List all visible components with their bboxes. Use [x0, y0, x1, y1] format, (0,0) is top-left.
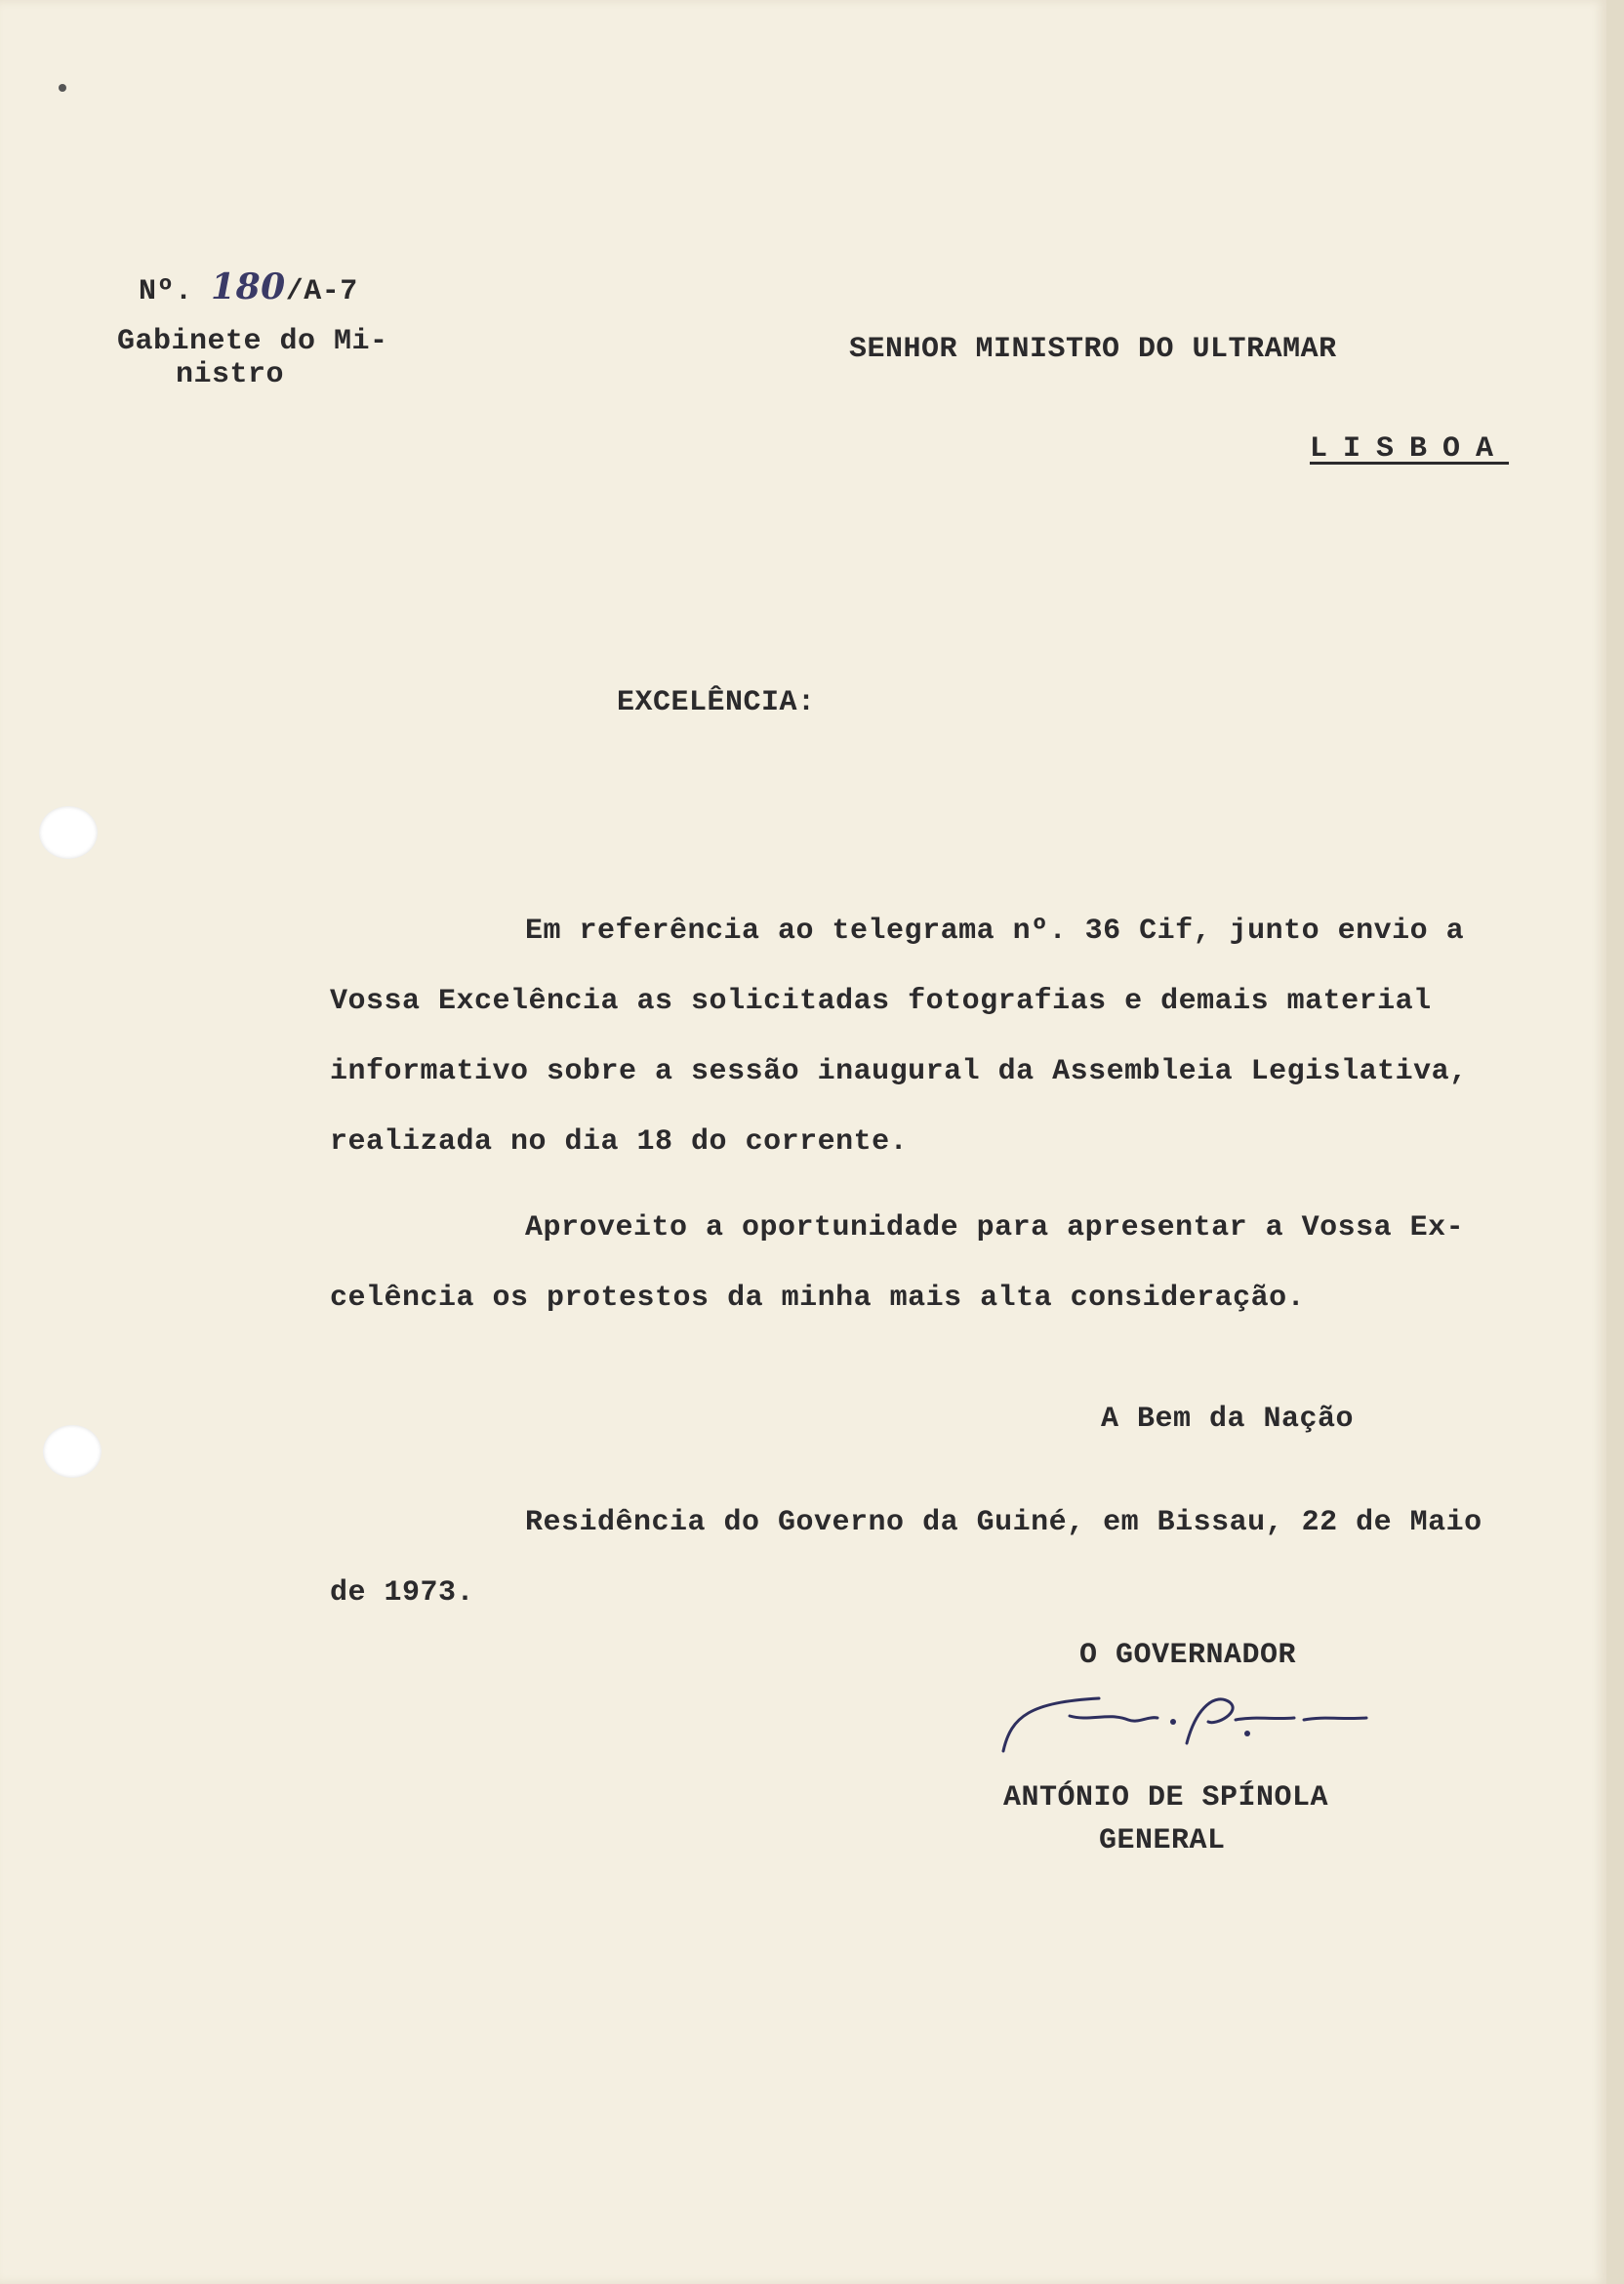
punch-hole-top — [39, 806, 98, 859]
addressee: SENHOR MINISTRO DO ULTRAMAR — [849, 333, 1337, 366]
signatory-rank: GENERAL — [1099, 1824, 1226, 1857]
ink-speck — [59, 84, 66, 92]
place-date-line-2: de 1973. — [330, 1576, 475, 1610]
paragraph-1-line-4: realizada no dia 18 do corrente. — [330, 1125, 909, 1159]
paragraph-1 — [330, 896, 1540, 1177]
city: LISBOA — [1310, 432, 1510, 466]
handwritten-signature — [992, 1677, 1382, 1765]
office-line-2: nistro — [176, 358, 285, 391]
reference-handwritten: 180 — [211, 266, 286, 307]
paper-edge — [1606, 0, 1624, 2284]
paragraph-1-line-2: Vossa Excelência as solicitadas fotografias e demais material — [330, 985, 1432, 1018]
reference-prefix: Nº. — [139, 275, 193, 308]
paragraph-1-line-3: informativo sobre a sessão inaugural da Assembleia Legislativa, — [330, 1055, 1468, 1088]
punch-hole-bottom — [43, 1425, 102, 1478]
office-line-1: Gabinete do Mi- — [117, 325, 388, 358]
salutation: EXCELÊNCIA: — [617, 686, 816, 719]
reference-suffix: /A-7 — [285, 275, 358, 308]
paragraph-2-line-1: Aproveito a oportunidade para apresentar a Vossa Ex- — [525, 1211, 1465, 1244]
signatory-name: ANTÓNIO DE SPÍNOLA — [1003, 1781, 1329, 1815]
paragraph-2 — [330, 1193, 1540, 1333]
signature-title: O GOVERNADOR — [1079, 1639, 1297, 1672]
place-date-line-1: Residência do Governo da Guiné, em Bissau, 22 de Maio — [525, 1506, 1482, 1539]
closing: A Bem da Nação — [1101, 1403, 1355, 1436]
paragraph-1-line-1: Em referência ao telegrama nº. 36 Cif, junto envio a — [525, 915, 1465, 948]
reference-number — [139, 266, 358, 309]
paragraph-2-line-2: celência os protestos da minha mais alta consideração. — [330, 1282, 1306, 1315]
